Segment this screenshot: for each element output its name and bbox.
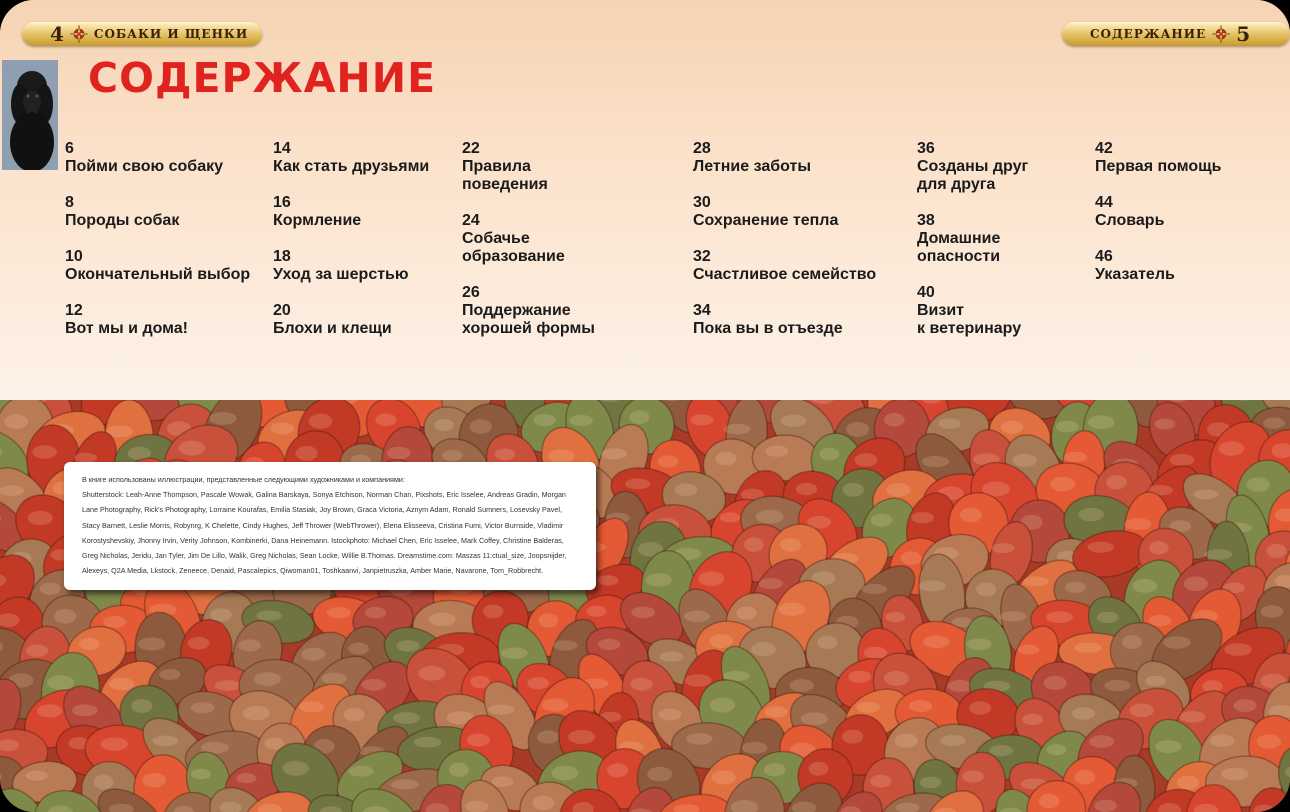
toc-label: Собачье: [462, 230, 530, 247]
kibble-highlight: [1210, 734, 1235, 747]
toc-label: Кормление: [273, 212, 362, 229]
toc-page-number: 10: [65, 248, 83, 265]
credits-line: Korostyshevskiy, Jhonny Irvin, Verity Johnson, Kombinerki, Dana Heinemann. Istockphoto: Michael Chen, Eric Isselee, Mark Coffey, Christine Balderas,: [82, 535, 564, 545]
kibble-highlight: [1072, 707, 1096, 720]
kibble-highlight: [179, 441, 206, 456]
kibble-highlight: [817, 636, 838, 649]
kibble-highlight: [884, 413, 905, 427]
kibble-highlight: [895, 734, 918, 748]
kibble-highlight: [159, 669, 180, 680]
kibble-highlight: [884, 671, 909, 686]
toc-page-number: 8: [65, 194, 74, 211]
toc-page-number: 12: [65, 302, 83, 319]
kibble-highlight: [47, 675, 74, 689]
toc-label: Визит: [917, 302, 965, 319]
toc-entry[interactable]: [693, 248, 876, 284]
kibble-highlight: [552, 766, 578, 781]
kibble-highlight: [885, 612, 905, 622]
kibble-highlight: [922, 456, 949, 467]
kibble-highlight: [659, 709, 682, 721]
kibble-highlight: [737, 606, 757, 619]
toc-entry[interactable]: [273, 140, 429, 176]
kibble-highlight: [1267, 544, 1287, 558]
kibble-highlight: [215, 680, 241, 691]
kibble-highlight: [4, 414, 28, 429]
kibble-highlight: [362, 679, 386, 691]
kibble-highlight: [1075, 770, 1095, 785]
toc-page-number: 28: [693, 140, 711, 157]
kibble-highlight: [919, 580, 946, 591]
credits-line: Shutterstock: Leah-Anne Thompson, Pascale Wowak, Galina Barskaya, Sonya Etchison, Norman Chan, Pixshots, Eric Isselee, Andreas Gradin, Morgan: [82, 490, 566, 500]
toc-label: Первая помощь: [1095, 158, 1222, 175]
kibble-highlight: [492, 776, 513, 787]
toc-entry[interactable]: [917, 284, 1021, 338]
kibble-highlight: [101, 738, 129, 751]
toc-page-number: 30: [693, 194, 711, 211]
toc-entry[interactable]: [65, 140, 223, 176]
kibble-highlight: [675, 483, 697, 496]
credits-line: Greg Nicholas, Jeridu, Jan Tyler, Jim De Lillo, Walik, Greg Nicholas, Sean Locke, Willie B.Thomas. Dreamstime.com: Maszas 11:ctual_size, Joopsnijder,: [82, 551, 567, 561]
kibble-highlight: [660, 652, 684, 662]
kibble-highlight: [690, 414, 713, 425]
kibble-highlight: [428, 613, 455, 626]
kibble-highlight: [1224, 643, 1252, 656]
kibble-highlight: [1001, 421, 1023, 434]
page-title: СОДЕРЖАНИЕ: [88, 54, 437, 102]
kibble-highlight: [109, 678, 134, 691]
kibble-highlight: [238, 639, 260, 651]
kibble-highlight: [54, 609, 76, 624]
toc-label: Словарь: [1095, 212, 1165, 229]
kibble-highlight: [542, 698, 568, 712]
image-credits-box: [64, 462, 596, 590]
kibble-highlight: [991, 543, 1014, 553]
toc-label: образование: [462, 248, 565, 265]
kibble-highlight: [1257, 735, 1281, 749]
toc-label: хорошей формы: [462, 320, 595, 337]
kibble-highlight: [1122, 635, 1142, 649]
kibble-highlight: [533, 414, 555, 426]
kibble-highlight: [715, 452, 736, 466]
toc-entry[interactable]: [693, 140, 811, 176]
kibble-highlight: [449, 763, 469, 778]
toc-label: Созданы друг: [917, 158, 1029, 175]
kibble-highlight: [283, 761, 309, 776]
toc-page-number: 6: [65, 140, 74, 157]
kibble-highlight: [191, 702, 214, 713]
kibble-highlight: [236, 773, 256, 783]
kibble-highlight: [1046, 744, 1066, 755]
kibble-highlight: [1046, 611, 1073, 623]
kibble-highlight: [1050, 477, 1075, 492]
kibble-highlight: [539, 613, 559, 627]
toc-entry[interactable]: [273, 302, 392, 338]
kibble-highlight: [962, 770, 984, 782]
kibble-highlight: [759, 578, 783, 589]
toc-label: Счастливое семейство: [693, 266, 877, 283]
toc-entry[interactable]: [1095, 248, 1175, 284]
toc-page-number: 26: [462, 284, 480, 301]
kibble-highlight: [243, 706, 270, 721]
kibble-highlight: [1145, 676, 1166, 686]
kibble-highlight: [631, 607, 655, 618]
kibble-highlight: [103, 616, 126, 628]
toc-page-number: 40: [917, 284, 935, 301]
kibble-highlight: [434, 419, 454, 431]
kibble-highlight: [209, 412, 237, 425]
kibble-highlight: [1234, 699, 1257, 712]
toc-page-number: 22: [462, 140, 480, 157]
kibble-highlight: [442, 450, 462, 461]
kibble-highlight: [72, 704, 98, 716]
kibble-highlight: [1130, 703, 1154, 717]
kibble-highlight: [1169, 454, 1194, 466]
kibble-highlight: [886, 483, 910, 497]
kibble-highlight: [37, 704, 62, 717]
kibble-highlight: [751, 642, 776, 657]
toc-label: Указатель: [1095, 266, 1175, 283]
kibble-highlight: [1056, 421, 1078, 433]
toc-label: Летние заботы: [693, 158, 811, 175]
kibble-highlight: [1155, 740, 1181, 753]
kibble-highlight: [966, 639, 991, 650]
toc-entry[interactable]: [462, 212, 565, 266]
kibble-highlight: [28, 511, 53, 525]
toc-page-number: 14: [273, 140, 291, 157]
toc-entry[interactable]: [65, 302, 188, 338]
kibble-highlight: [801, 712, 828, 725]
toc-entry[interactable]: [693, 302, 843, 338]
kibble-highlight: [765, 445, 788, 456]
compass-ornament-icon: [70, 25, 88, 43]
kibble-highlight: [842, 730, 863, 744]
kibble-highlight: [26, 645, 49, 658]
kibble-highlight: [778, 603, 805, 616]
toc-label: Блохи и клещи: [273, 320, 392, 337]
kibble-highlight: [1023, 576, 1049, 586]
kibble-highlight: [1044, 676, 1067, 690]
kibble-highlight: [598, 639, 620, 650]
kibble-highlight: [1039, 794, 1059, 809]
kibble-highlight: [742, 742, 767, 754]
kibble-highlight: [0, 485, 24, 496]
toc-label: Пока вы в отъезде: [693, 320, 843, 337]
kibble-highlight: [901, 551, 921, 565]
kibble-highlight: [843, 483, 864, 497]
toc-entry[interactable]: [917, 212, 1000, 266]
toc-label: к ветеринару: [917, 320, 1022, 337]
kibble-highlight: [780, 538, 801, 552]
kibble-highlight: [527, 677, 549, 689]
kibble-highlight: [188, 637, 210, 650]
kibble-highlight: [414, 737, 442, 748]
kibble-highlight: [322, 673, 347, 685]
kibble-highlight: [299, 701, 324, 712]
kibble-highlight: [93, 775, 113, 790]
running-header-right: [1062, 22, 1290, 46]
kibble-highlight: [940, 735, 966, 746]
kibble-highlight: [1104, 680, 1130, 691]
kibble-highlight: [597, 575, 618, 585]
kibble-highlight: [142, 773, 166, 787]
kibble-highlight: [418, 666, 445, 681]
toc-label: Окончательный выбор: [65, 266, 251, 283]
kibble-highlight: [1089, 735, 1114, 748]
kibble-highlight: [658, 455, 678, 467]
kibble-highlight: [138, 637, 166, 650]
toc-entry[interactable]: [462, 284, 595, 338]
kibble-highlight: [744, 537, 764, 552]
kibble-highlight: [309, 414, 333, 429]
kibble-highlight: [327, 607, 351, 618]
kibble-highlight: [1205, 549, 1233, 560]
kibble-highlight: [857, 702, 880, 713]
page-number-left: 4: [50, 22, 64, 46]
kibble-highlight: [861, 584, 887, 594]
kibble-highlight: [989, 745, 1013, 756]
kibble-highlight: [781, 415, 807, 427]
kibble-highlight: [1193, 489, 1218, 499]
kibble-highlight: [375, 414, 396, 427]
kibble-highlight: [467, 734, 490, 747]
toc-label: опасности: [917, 248, 1001, 265]
kibble-highlight: [1065, 582, 1086, 593]
toc-label: Поддержание: [462, 302, 571, 319]
toc-entry[interactable]: [462, 140, 548, 194]
kibble-highlight: [568, 730, 595, 744]
kibble-highlight: [854, 453, 877, 467]
kibble-highlight: [1012, 454, 1036, 467]
kibble-highlight: [939, 418, 961, 429]
page-number-right: 5: [1236, 22, 1251, 46]
toc-entry[interactable]: [65, 194, 179, 230]
kibble-highlight: [789, 679, 813, 692]
kibble-highlight: [720, 512, 741, 522]
toc-label: Породы собак: [65, 212, 180, 229]
toc-label: для друга: [917, 176, 996, 193]
kibble-highlight: [976, 583, 996, 597]
kibble-highlight: [396, 640, 420, 651]
kibble-highlight: [756, 510, 784, 524]
credits-line: Stacy Barnett, Leslie Morris, Robynrg, K Chelette, Cindy Hughes, Jeff Thrower (WebThrower), Elena Elisseeva, Cristina Fumi, Victor Burnside, Vladimir: [82, 520, 564, 530]
kibble-highlight: [348, 643, 369, 655]
kibble-highlight: [349, 766, 374, 777]
toc-label: Правила: [462, 158, 531, 175]
toc-entry[interactable]: [1095, 194, 1164, 230]
kibble-highlight: [365, 607, 386, 618]
kibble-highlight: [684, 611, 710, 623]
kibble-highlight: [548, 450, 575, 463]
kibble-highlight: [387, 447, 411, 460]
kibble-highlight: [1221, 768, 1248, 781]
kibble-highlight: [587, 606, 607, 617]
kibble-highlight: [820, 448, 840, 460]
kibble-highlight: [1219, 441, 1245, 455]
kibble-highlight: [848, 671, 871, 683]
toc-page-number: 38: [917, 212, 935, 229]
toc-label: поведения: [462, 176, 548, 193]
kibble-highlight: [647, 767, 672, 782]
kibble-highlight: [1088, 415, 1115, 429]
kibble-highlight: [724, 424, 751, 434]
kibble-highlight: [391, 779, 419, 789]
kibble-highlight: [920, 777, 941, 789]
kibble-highlight: [909, 700, 933, 712]
toc-entry[interactable]: [917, 140, 1028, 194]
kibble-highlight: [256, 610, 282, 620]
kibble-highlight: [495, 448, 515, 460]
kibble-highlight: [1184, 577, 1208, 592]
kibble-highlight: [501, 647, 528, 658]
kibble-highlight: [1074, 643, 1101, 653]
kibble-highlight: [79, 638, 100, 650]
credits-line: Lane Photography, Rick's Photography, Lorraine Kourafas, Emilia Stasiak, Joy Brown, Graca Victoria, Aznym Adam, Ronald Sumners, Losevsky Pavel,: [82, 505, 562, 515]
kibble-highlight: [465, 801, 489, 812]
toc-entry[interactable]: [65, 248, 250, 284]
kibble-highlight: [864, 647, 887, 659]
toc-label: Уход за шерстью: [273, 266, 409, 283]
kibble-highlight: [271, 423, 295, 435]
kibble-highlight: [686, 733, 712, 744]
kibble-highlight: [999, 611, 1026, 621]
kibble-highlight: [488, 705, 515, 715]
kibble-highlight: [470, 419, 492, 434]
kibble-highlight: [1261, 605, 1284, 617]
credits-intro: В книге использованы иллюстрации, представленные следующими художниками и компаниями:: [82, 475, 405, 484]
credits-line: Alexeys, Q2A Media, Lkstock, Zeneece, Denaid, Pascalepics, Qiwoman01, Toshkaanvi, Janpietruszka, Amber Marie, Navarone, Tom_Robbrecht.: [82, 566, 544, 576]
kibble-highlight: [1064, 452, 1087, 462]
kibble-highlight: [1106, 475, 1127, 489]
toc-page-number: 42: [1095, 140, 1113, 157]
kibble-highlight: [1097, 612, 1119, 623]
kibble-highlight: [846, 422, 869, 437]
kibble-highlight: [629, 410, 649, 424]
kibble-highlight: [796, 483, 818, 495]
toc-page-number: 20: [273, 302, 291, 319]
kibble-highlight: [809, 762, 829, 776]
kibble-highlight: [911, 512, 934, 523]
kibble-highlight: [698, 571, 724, 586]
toc-page-number: 32: [693, 248, 711, 265]
kibble-highlight: [710, 698, 735, 713]
toc-entry[interactable]: [273, 194, 361, 230]
kibble-highlight: [1163, 636, 1191, 648]
kibble-highlight: [712, 771, 736, 785]
toc-label: Домашние: [917, 230, 1001, 247]
section-name-left: СОБАКИ И ЩЕНКИ: [93, 27, 249, 41]
toc-page-number: 16: [273, 194, 291, 211]
kibble-highlight: [1094, 800, 1117, 812]
kibble-highlight: [296, 446, 318, 461]
toc-page-number: 34: [693, 302, 711, 319]
kibble-highlight: [1149, 541, 1169, 554]
kibble-highlight: [40, 583, 61, 595]
kibble-highlight: [1155, 419, 1175, 430]
poodle-photo: [2, 60, 58, 170]
toc-label: Вот мы и дома!: [65, 320, 189, 337]
kibble-highlight: [1078, 508, 1104, 521]
kibble-highlight: [870, 775, 892, 788]
kibble-highlight: [537, 730, 559, 744]
kibble-highlight: [1247, 477, 1270, 492]
toc-page-number: 18: [273, 248, 291, 265]
kibble-highlight: [483, 605, 503, 619]
kibble-highlight: [1149, 615, 1172, 626]
kibble-highlight: [630, 678, 652, 691]
kibble-highlight: [254, 672, 281, 686]
kibble-highlight: [1133, 579, 1158, 593]
kibble-highlight: [1088, 542, 1114, 553]
kibble-highlight: [765, 706, 788, 717]
kibble-highlight: [960, 508, 982, 523]
kibble-highlight: [923, 636, 949, 649]
toc-entry[interactable]: [273, 248, 409, 284]
toc-page-number: 46: [1095, 248, 1113, 265]
kibble-highlight: [1177, 776, 1199, 790]
kibble-highlight: [625, 479, 650, 490]
toc-entry[interactable]: [693, 194, 838, 230]
toc-label: Сохранение тепла: [693, 212, 839, 229]
toc-label: Пойми свою собаку: [65, 158, 223, 175]
toc-page-number: 24: [462, 212, 480, 229]
toc-entry[interactable]: [1095, 140, 1221, 176]
kibble-highlight: [685, 674, 712, 686]
running-header-left: [22, 22, 262, 46]
kibble-highlight: [969, 701, 991, 715]
kibble-highlight: [131, 699, 152, 713]
kibble-highlight: [1263, 418, 1285, 429]
kibble-highlight: [871, 514, 893, 527]
kibble-highlight: [646, 573, 672, 586]
kibble-highlight: [1022, 714, 1043, 725]
kibble-highlight: [764, 763, 786, 776]
kibble-highlight: [393, 712, 420, 724]
kibble-highlight: [301, 648, 325, 661]
kibble-highlight: [553, 640, 577, 650]
kibble-highlight: [1180, 711, 1206, 723]
kibble-highlight: [709, 634, 733, 648]
kibble-highlight: [569, 415, 593, 426]
kibble-highlight: [152, 736, 178, 747]
kibble-highlight: [1124, 518, 1151, 530]
kibble-highlight: [607, 763, 628, 777]
kibble-highlight: [191, 769, 211, 780]
section-name-right: СОДЕРЖАНИЕ: [1090, 27, 1207, 41]
kibble-highlight: [25, 771, 48, 781]
compass-ornament-icon: [1212, 25, 1230, 43]
kibble-highlight: [532, 796, 554, 811]
kibble-highlight: [1018, 645, 1040, 655]
toc-page-number: 36: [917, 140, 935, 157]
kibble-highlight: [344, 708, 365, 721]
kibble-highlight: [601, 448, 627, 459]
toc-label: Как стать друзьями: [273, 158, 430, 175]
toc-page-number: 44: [1095, 194, 1113, 211]
kibble-highlight: [32, 445, 57, 458]
